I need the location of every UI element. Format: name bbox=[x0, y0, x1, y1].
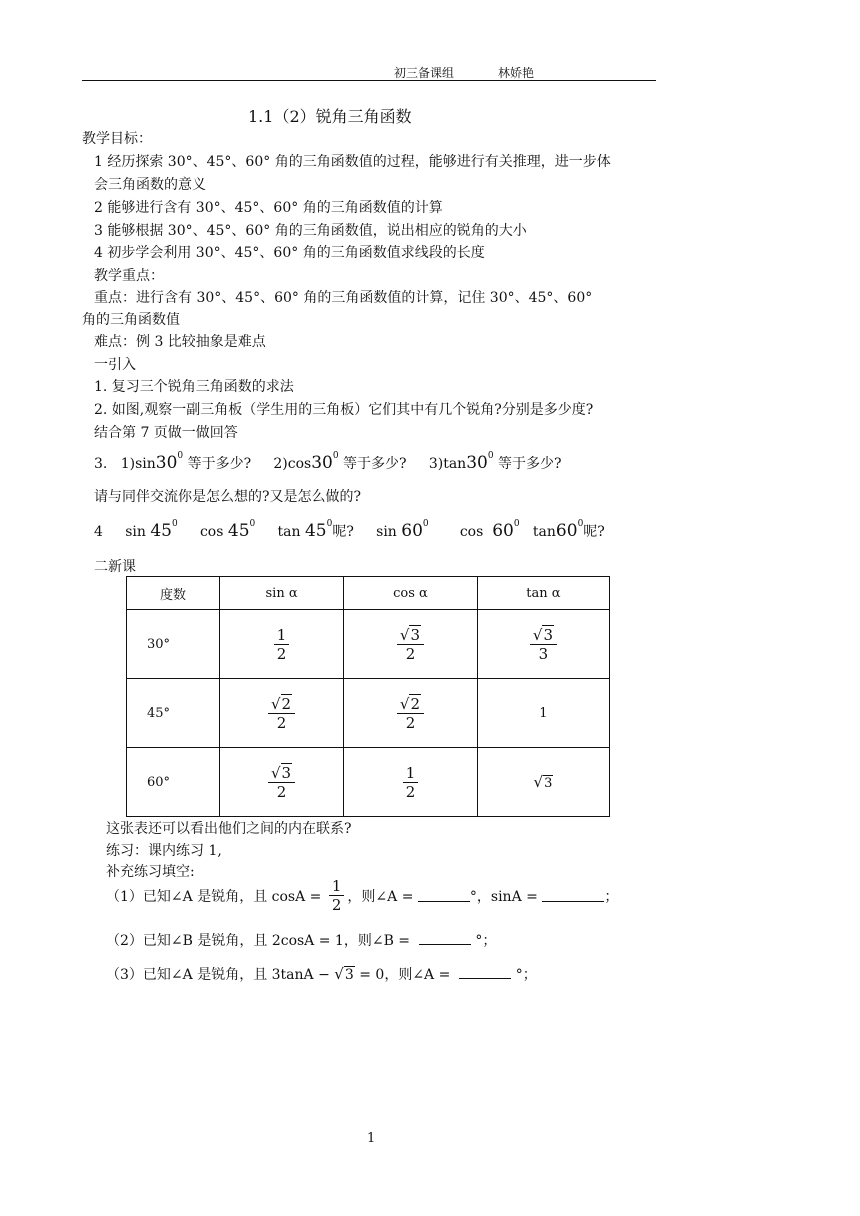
ex3-root: √3 bbox=[334, 965, 354, 983]
q3c-label: 3)tan bbox=[428, 456, 467, 472]
intro-heading: 一引入 bbox=[94, 357, 136, 373]
q3-number: 3. bbox=[94, 456, 108, 472]
q3a-label: 1)sin bbox=[120, 456, 156, 472]
supplement-heading: 补充练习填空: bbox=[106, 864, 195, 880]
value-cell: $\frac{√3}{2}$ bbox=[344, 610, 478, 679]
table-header-cell: sin α bbox=[220, 577, 344, 610]
page-header bbox=[394, 64, 534, 81]
ex2-text: （2）已知∠B 是锐角，且 2cosA = 1，则∠B = bbox=[106, 933, 411, 949]
table-header-cell: cos α bbox=[344, 577, 478, 610]
table-header-cell: tan α bbox=[477, 577, 609, 610]
header-rule bbox=[82, 80, 656, 81]
answer-blank[interactable] bbox=[419, 932, 471, 945]
exercise-3 bbox=[106, 964, 537, 984]
intro-item-2-cont: 结合第 7 页做一做回答 bbox=[94, 425, 238, 441]
intro-item-2: 2. 如图,观察一副三角板（学生用的三角板）它们其中有几个锐角?分别是多少度? bbox=[94, 402, 594, 418]
q3b-text: 等于多少? bbox=[343, 456, 407, 472]
q3c-value: 30 bbox=[466, 453, 488, 473]
table-row bbox=[127, 679, 610, 748]
value-cell: $\frac{√2}{2}$ bbox=[344, 679, 478, 748]
ex1-text-3: °，sinA = bbox=[469, 888, 538, 905]
q4-item: $\sin 45^0$ bbox=[125, 519, 178, 541]
table-header-row bbox=[127, 577, 610, 610]
value-cell: $\frac{1}{2}$ bbox=[220, 610, 344, 679]
key-heading: 教学重点： bbox=[94, 268, 164, 284]
table-row bbox=[127, 610, 610, 679]
discuss-prompt: 请与同伴交流你是怎么想的?又是怎么做的? bbox=[94, 489, 362, 505]
exercise-1 bbox=[106, 877, 618, 914]
answer-blank[interactable] bbox=[418, 889, 470, 902]
q4-number: 4 bbox=[94, 524, 103, 540]
ex3-text-2: = 0，则∠A = bbox=[359, 967, 451, 983]
ex3-text-3: °； bbox=[515, 967, 537, 983]
key-point-line-1: 重点：进行含有 30°、45°、60° 角的三角函数值的计算，记住 30°、45°、60° bbox=[94, 290, 593, 306]
ex1-text-4: ； bbox=[604, 888, 619, 905]
ex1-text: （1）已知∠A 是锐角，且 cosA = bbox=[106, 888, 322, 905]
q4-item: $\cos 60^0$ bbox=[459, 519, 520, 541]
objective-4: 4 初步学会利用 30°、45°、60° 角的三角函数值求线段的长度 bbox=[94, 245, 485, 261]
practice-line: 练习：课内练习 1, bbox=[106, 843, 222, 859]
answer-blank[interactable] bbox=[542, 889, 604, 902]
page-number: 1 bbox=[367, 1131, 376, 1146]
answer-blank[interactable] bbox=[459, 966, 511, 979]
ex2-text-2: °； bbox=[475, 933, 497, 949]
question-3 bbox=[94, 453, 562, 473]
objective-1: 1 经历探索 30°、45°、60° 角的三角函数值的过程，能够进行有关推理，进一步体 bbox=[94, 154, 611, 170]
degree-cell: 60° bbox=[127, 748, 220, 817]
table-followup: 这张表还可以看出他们之间的内在联系? bbox=[106, 821, 352, 837]
degree-cell: 45° bbox=[127, 679, 220, 748]
objectives-heading: 教学目标： bbox=[82, 131, 152, 147]
new-lesson-heading: 二新课 bbox=[94, 559, 136, 575]
value-cell: 1 bbox=[477, 679, 609, 748]
trig-values-table bbox=[126, 576, 610, 817]
ex1-text-2: ，则∠A = bbox=[347, 888, 414, 905]
value-cell: $\frac{√3}{3}$ bbox=[477, 610, 609, 679]
table-header-cell: 度数 bbox=[127, 577, 220, 610]
q3b-sup: 0 bbox=[332, 451, 339, 461]
ex3-text: （3）已知∠A 是锐角，且 3tanA − bbox=[106, 967, 330, 983]
question-4 bbox=[94, 521, 605, 541]
q3c-text: 等于多少? bbox=[498, 456, 562, 472]
ex1-fraction: $\frac{1}{2}$ bbox=[329, 877, 345, 914]
degree-cell: 30° bbox=[127, 610, 220, 679]
objective-3: 3 能够根据 30°、45°、60° 角的三角函数值，说出相应的锐角的大小 bbox=[94, 223, 527, 239]
q3a-text: 等于多少? bbox=[187, 456, 252, 472]
table-row bbox=[127, 748, 610, 817]
q3c-sup: 0 bbox=[487, 451, 494, 461]
value-cell: $\frac{1}{2}$ bbox=[344, 748, 478, 817]
value-cell: $\frac{√3}{2}$ bbox=[220, 748, 344, 817]
q4-item: $\sin 60^0$ bbox=[376, 519, 429, 541]
q3a-value: 30 bbox=[155, 453, 178, 473]
q3b-label: 2)cos bbox=[273, 456, 312, 472]
exercise-2 bbox=[106, 930, 496, 950]
key-point-line-2: 角的三角函数值 bbox=[82, 312, 180, 328]
value-cell: $\frac{√2}{2}$ bbox=[220, 679, 344, 748]
objective-2: 2 能够进行含有 30°、45°、60° 角的三角函数值的计算 bbox=[94, 200, 443, 216]
header-group: 初三备课组 bbox=[394, 66, 455, 80]
q4-item: $\cos 45^0$ bbox=[199, 519, 256, 541]
intro-item-1: 1. 复习三个锐角三角函数的求法 bbox=[94, 379, 294, 395]
value-cell: √3 bbox=[477, 748, 609, 817]
objective-1-cont: 会三角函数的意义 bbox=[94, 177, 206, 193]
q4-item: $\tan 45^0$呢? bbox=[277, 519, 354, 541]
header-author: 林娇艳 bbox=[498, 66, 535, 80]
difficult-point: 难点：例 3 比较抽象是难点 bbox=[94, 334, 266, 350]
q3b-value: 30 bbox=[311, 453, 333, 473]
q3a-sup: 0 bbox=[177, 451, 184, 461]
q4-item: $\tan 60^0$呢? bbox=[532, 519, 605, 541]
page-title: 1.1（2）锐角三角函数 bbox=[248, 107, 412, 126]
